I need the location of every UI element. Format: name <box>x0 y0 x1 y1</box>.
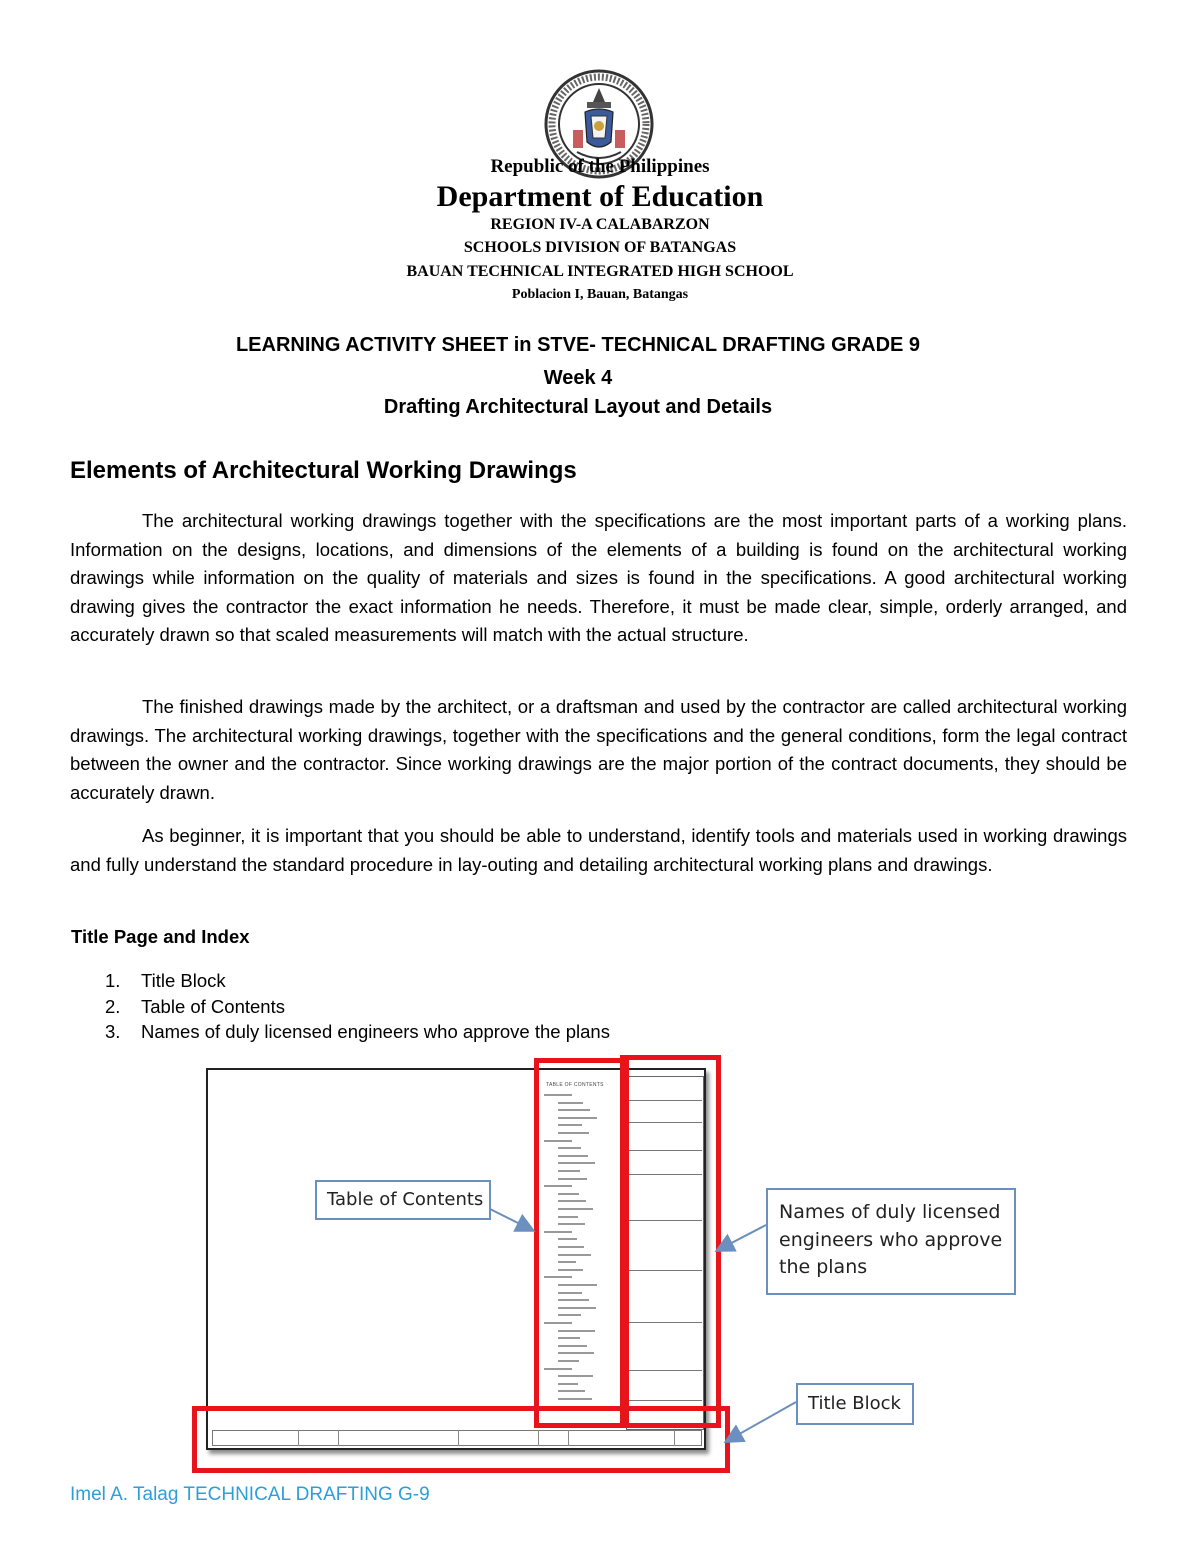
department-name: Department of Education <box>436 180 764 213</box>
numbered-list <box>105 968 610 1045</box>
week-label: Week 4 <box>543 367 613 389</box>
engineers-callout: Names of duly licensed engineers who approve the plans <box>766 1188 1016 1295</box>
title-page-figure <box>150 1050 1050 1480</box>
footer-author: Imel A. Talag TECHNICAL DRAFTING G-9 <box>70 1484 430 1505</box>
list-item: 2. Table of Contents <box>105 995 285 1017</box>
list-item: 1. Title Block <box>105 970 226 991</box>
region-line: REGION IV-A CALABARZON <box>490 216 710 233</box>
school-address: Poblacion I, Bauan, Batangas <box>511 287 689 302</box>
paragraph: The finished drawings made by the architect, or a draftsman and used by the contractor are called architectural working drawings. The architectural working drawings, together with the specifications and the general conditions, form the legal contract between the owner and the contractor. Since working drawings are the major portion of the contract documents, they should be accurately drawn. <box>70 696 1127 803</box>
republic-line: Republic of the Philippines <box>490 156 710 177</box>
list-item: 3. Names of duly licensed engineers who approve the plans <box>105 1021 610 1042</box>
section-heading: Elements of Architectural Working Drawings <box>70 457 577 484</box>
sheet-title: LEARNING ACTIVITY SHEET in STVE- TECHNICAL DRAFTING GRADE 9 <box>235 334 921 356</box>
paragraph: As beginner, it is important that you should be able to understand, identify tools and materials used in working drawings and fully understand the standard procedure in lay-outing and detailing architectural working plans and drawings. <box>70 825 1127 875</box>
school-name: BAUAN TECHNICAL INTEGRATED HIGH SCHOOL <box>406 263 794 280</box>
title-block-callout: Title Block <box>796 1383 914 1425</box>
topic-title: Drafting Architectural Layout and Details <box>383 396 773 418</box>
paragraph: The architectural working drawings together with the specifications are the most important parts of a working plans. Information on the designs, locations, and dimensions of the elements of a building is found on the architectural working drawings while information on the quality of materials and sizes is found in the specifications. A good architectural working drawing gives the contractor the exact information he needs. Therefore, it must be made clear, simple, orderly arranged, and accurately drawn so that scaled measurements will match with the actual structure. <box>70 510 1127 646</box>
division-line: SCHOOLS DIVISION OF BATANGAS <box>463 239 737 256</box>
toc-heading: TABLE OF CONTENTS <box>546 1082 604 1088</box>
toc-callout: Table of Contents <box>315 1180 491 1220</box>
subheading: Title Page and Index <box>71 926 250 947</box>
